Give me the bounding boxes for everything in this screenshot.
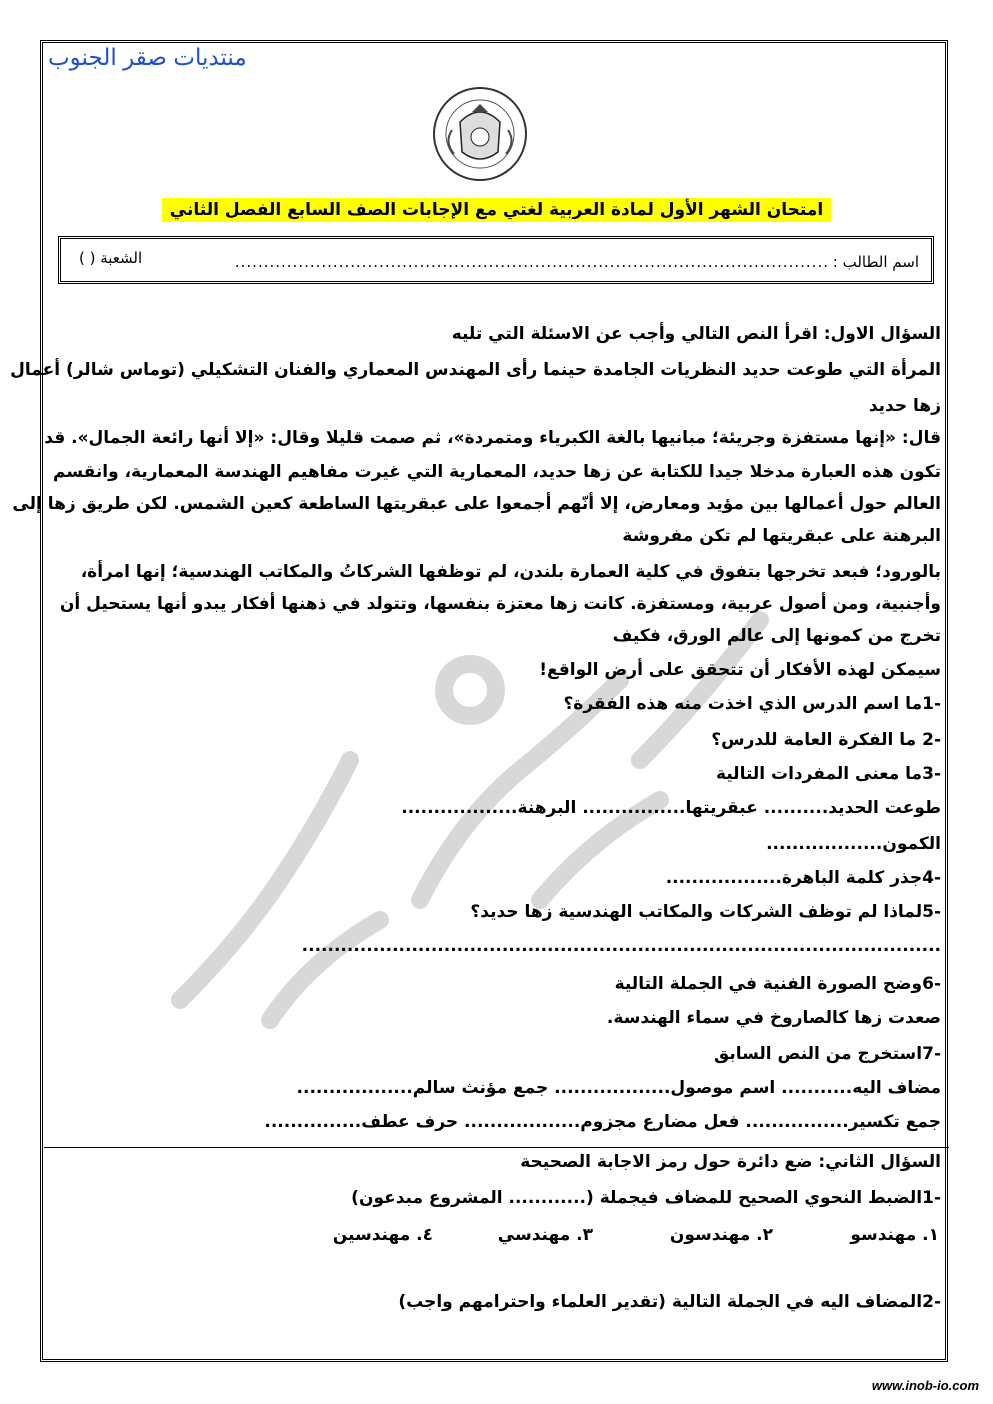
option-4: ٤. مهندسين xyxy=(332,1225,433,1245)
ministry-emblem-icon xyxy=(430,82,530,190)
passage-line: البرهنة على عبقريتها لم تكن مفروشة xyxy=(622,526,941,546)
q2-heading: السؤال الثاني: ضع دائرة حول رمز الاجابة الصحيحة xyxy=(520,1152,941,1172)
question-5: -5لماذا لم توظف الشركات والمكاتب الهندسية زها حديد؟ xyxy=(470,902,941,922)
passage-line: وأجنبية، ومن أصول عربية، ومستفزة. كانت زها معتزة بنفسها، وتتولد في ذهنها أفكار يبدو أنها يستحيل أن xyxy=(59,594,941,614)
extract-line: مضاف اليه........... اسم موصول.................. جمع مؤنث سالم.................. xyxy=(296,1078,941,1098)
section-divider xyxy=(44,1147,949,1148)
question-2: -2 ما الفكرة العامة للدرس؟ xyxy=(711,730,941,750)
question-6: -6وضح الصورة الفنية في الجملة التالية xyxy=(614,974,941,994)
vocab-line: طوعت الحديد.......... عبقريتها................ البرهنة.................. xyxy=(401,798,941,818)
figurative-sentence: صعدت زها كالصاروخ في سماء الهندسة. xyxy=(606,1008,941,1028)
question-1: -1ما اسم الدرس الذي اخذت منه هذه الفقرة؟ xyxy=(563,694,941,714)
option-2: ٢. مهندسون xyxy=(669,1225,773,1245)
student-name-blank: ....................................................................................................... xyxy=(234,253,829,271)
student-info-box xyxy=(58,236,934,284)
passage-line: زها حديد xyxy=(868,396,941,416)
footer-url: www.inob-io.com xyxy=(871,1378,979,1393)
passage-line: تكون هذه العبارة مدخلا جيدا للكتابة عن زها حديد، المعمارية التي غيرت مفاهيم الهندسة المعمارية، وانقسم xyxy=(53,462,941,482)
extract-line: جمع تكسير................ فعل مضارع مجزوم.................. حرف عطف............... xyxy=(264,1112,941,1132)
passage-line: بالورود؛ فبعد تخرجها بتفوق في كلية العمارة بلندن، لم توظفها الشركاتُ والمكاتب الهندسية؛ إنها امرأة، xyxy=(80,562,941,582)
question-4: -4جذر كلمة الباهرة.................. xyxy=(665,868,941,888)
section-field: الشعبة ( ) xyxy=(79,249,143,267)
answer-blank: ................................................................................................... xyxy=(301,936,941,956)
passage-line: العالم حول أعمالها بين مؤيد ومعارض، إلا أنّهم أجمعوا على عبقريتها الساطعة كعين الشمس. لكن طريق زها إلى xyxy=(12,494,941,514)
vocab-line: الكمون.................. xyxy=(766,834,941,854)
exam-title: امتحان الشهر الأول لمادة العربية لغتي مع الإجابات الصف السابع الفصل الثاني xyxy=(162,198,831,222)
forum-name: منتديات صقر الجنوب xyxy=(48,44,247,70)
passage-line: المرأة التي طوعت حديد النظريات الجامدة حينما رأى المهندس المعماري والفنان التشكيلي (توماس شالر) أعمال xyxy=(10,360,941,380)
q2-question-1: -1الضبط النحوي الصحيح للمضاف فيجملة (............ المشروع مبدعون) xyxy=(351,1188,941,1208)
option-3: ٣. مهندسي xyxy=(497,1225,593,1245)
question-7: -7استخرج من النص السابق xyxy=(714,1044,941,1064)
passage-line: سيمكن لهذه الأفكار أن تتحقق على أرض الواقع! xyxy=(539,660,941,680)
q1-heading: السؤال الاول: اقرأ النص التالي وأجب عن الاسئلة التي تليه xyxy=(451,324,941,344)
option-1: ١. مهندسو xyxy=(850,1225,939,1245)
question-3: -3ما معنى المفردات التالية xyxy=(715,764,941,784)
passage-line: قال: «إنها مستفزة وجريئة؛ مبانيها بالغة الكبرياء ومتمردة»، ثم صمت قليلا وقال: «إلا أنها رائعة الجمال». قد xyxy=(44,428,941,448)
q2-question-2: -2المضاف اليه في الجملة التالية (تقدير العلماء واحترامهم واجب) xyxy=(398,1292,941,1312)
student-name-label: اسم الطالب : xyxy=(832,253,919,271)
passage-line: تخرج من كمونها إلى عالم الورق، فكيف xyxy=(612,626,941,646)
